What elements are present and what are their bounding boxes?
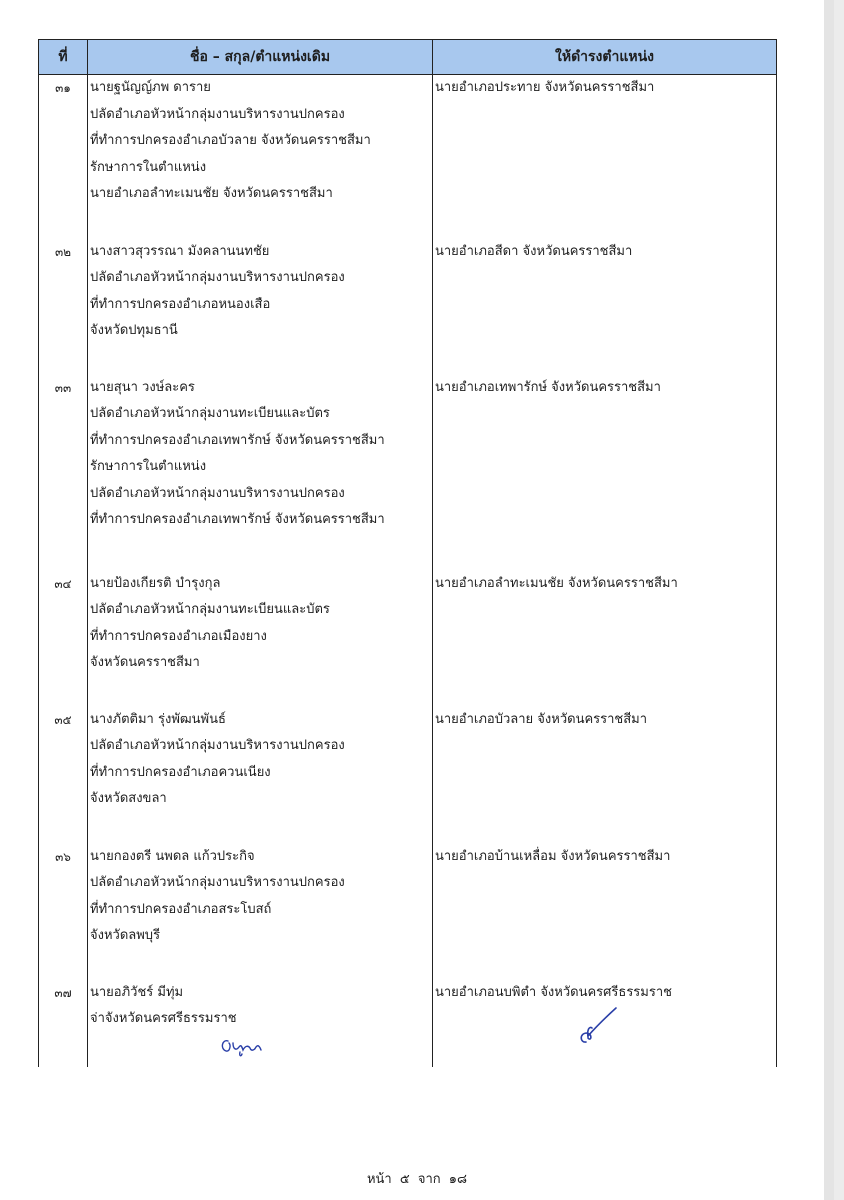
table-header-row (39, 40, 777, 75)
person-name: นางภัตติมา รุ่งพัฒนพันธ์ (90, 711, 226, 727)
former-office: ที่ทำการปกครองอำเภอสระโบสถ์ (90, 901, 272, 917)
initials-left (90, 1033, 432, 1063)
position-cell (433, 375, 777, 571)
former-title: ปลัดอำเภอหัวหน้ากลุ่มงานทะเบียนและบัตร (90, 602, 330, 617)
header-no: ที่ (39, 40, 88, 75)
table-row (39, 375, 777, 571)
name-cell (88, 75, 433, 239)
former-office: ที่ทำการปกครองอำเภอหนองเสือ (90, 296, 271, 312)
former-title: ปลัดอำเภอหัวหน้ากลุ่มงานบริหารงานปกครอง (90, 106, 345, 122)
former-office: ที่ทำการปกครองอำเภอควนเนียง (90, 764, 271, 780)
name-cell (88, 239, 433, 375)
person-name: นายอภิวัชร์ มีทุ่ม (90, 984, 184, 1000)
table-row (39, 844, 777, 980)
total-pages: ๑๘ (448, 1172, 468, 1187)
former-province: จังหวัดลพบุรี (90, 928, 161, 943)
person-name: นายกองตรี นพดล แก้วประกิจ (90, 848, 255, 864)
acting-office: ที่ทำการปกครองอำเภอเทพารักษ์ จังหวัดนครราชสีมา (90, 512, 385, 527)
name-cell (88, 844, 433, 980)
initials-right (435, 1006, 776, 1046)
acting-title: ปลัดอำเภอหัวหน้ากลุ่มงานบริหารงานปกครอง (90, 485, 345, 501)
table-row (39, 707, 777, 844)
new-position: นายอำเภอบ้านเหลื่อม จังหวัดนครราชสีมา (435, 848, 671, 864)
position-cell (433, 844, 777, 980)
former-title: ปลัดอำเภอหัวหน้ากลุ่มงานบริหารงานปกครอง (90, 738, 345, 753)
row-number: ๓๗ (39, 980, 88, 1067)
position-cell (433, 707, 777, 844)
new-position: นายอำเภอเทพารักษ์ จังหวัดนครราชสีมา (435, 379, 661, 395)
acting-position: นายอำเภอลำทะเมนชัย จังหวัดนครราชสีมา (90, 186, 333, 201)
of-label: จาก (417, 1172, 441, 1187)
page-label: หน้า (366, 1172, 392, 1187)
row-number: ๓๑ (39, 75, 88, 239)
header-position: ให้ดำรงตำแหน่ง (433, 40, 777, 75)
row-number: ๓๒ (39, 239, 88, 375)
former-office: ที่ทำการปกครองอำเภอเมืองยาง (90, 628, 267, 644)
former-title: ปลัดอำเภอหัวหน้ากลุ่มงานทะเบียนและบัตร (90, 406, 330, 421)
person-name: นายสุนา วงษ์ละคร (90, 379, 195, 395)
position-cell (433, 239, 777, 375)
new-position: นายอำเภอสีดา จังหวัดนครราชสีมา (435, 243, 633, 259)
former-office: ที่ทำการปกครองอำเภอบัวลาย จังหวัดนครราชสีมา (90, 133, 371, 148)
row-number: ๓๖ (39, 844, 88, 980)
name-cell (88, 707, 433, 844)
former-office: ที่ทำการปกครองอำเภอเทพารักษ์ จังหวัดนครราชสีมา (90, 432, 385, 448)
former-province: จังหวัดปทุมธานี (90, 323, 178, 338)
row-number: ๓๕ (39, 707, 88, 844)
new-position: นายอำเภอบัวลาย จังหวัดนครราชสีมา (435, 711, 648, 727)
handwritten-initials-icon (90, 1033, 435, 1063)
page-edge (824, 0, 834, 1200)
former-title: จ่าจังหวัดนครศรีธรรมราช (90, 1011, 237, 1026)
new-position: นายอำเภอประทาย จังหวัดนครราชสีมา (435, 80, 655, 95)
row-number: ๓๓ (39, 375, 88, 571)
header-name: ชื่อ – สกุล/ตำแหน่งเดิม (88, 40, 433, 75)
former-province: จังหวัดนครราชสีมา (90, 655, 200, 670)
page-footer (0, 1168, 834, 1189)
name-cell (88, 980, 433, 1067)
table-row (39, 75, 777, 239)
position-cell (433, 75, 777, 239)
handwritten-initials-icon (435, 1006, 779, 1046)
person-name: นายป้องเกียรติ บำรุงกุล (90, 575, 221, 591)
appointment-table (38, 39, 777, 1067)
former-title: ปลัดอำเภอหัวหน้ากลุ่มงานบริหารงานปกครอง (90, 875, 345, 890)
row-number: ๓๔ (39, 571, 88, 707)
acting-label: รักษาการในตำแหน่ง (90, 159, 207, 175)
acting-label: รักษาการในตำแหน่ง (90, 459, 207, 474)
name-cell (88, 375, 433, 571)
table-row (39, 239, 777, 375)
former-province: จังหวัดสงขลา (90, 791, 167, 806)
person-name: นายฐนัญญ์ภพ ดาราย (90, 80, 211, 95)
table-row (39, 571, 777, 707)
new-position: นายอำเภอลำทะเมนชัย จังหวัดนครราชสีมา (435, 575, 678, 591)
new-position: นายอำเภอนบพิตำ จังหวัดนครศรีธรรมราช (435, 984, 672, 1000)
position-cell (433, 980, 777, 1067)
former-title: ปลัดอำเภอหัวหน้ากลุ่มงานบริหารงานปกครอง (90, 270, 345, 285)
table-row (39, 980, 777, 1067)
name-cell (88, 571, 433, 707)
position-cell (433, 571, 777, 707)
page-number: ๕ (399, 1172, 410, 1187)
person-name: นางสาวสุวรรณา มังคลานนทชัย (90, 243, 270, 259)
